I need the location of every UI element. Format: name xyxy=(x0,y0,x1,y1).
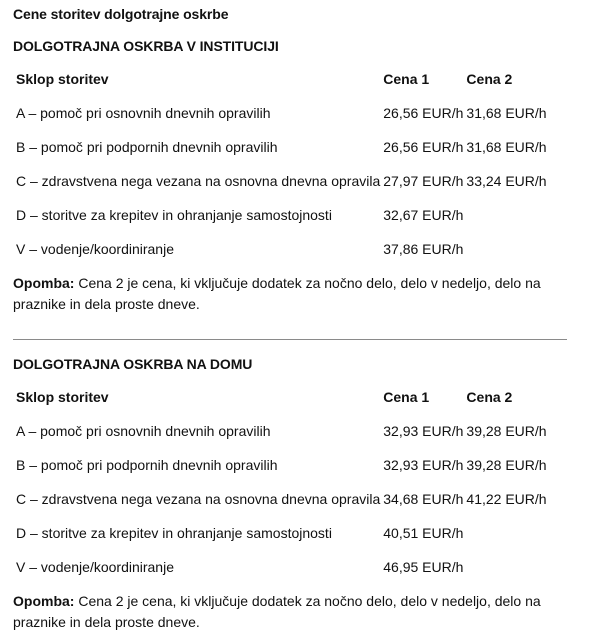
price-table-home xyxy=(13,380,563,584)
price-1-cell: 32,67 EUR/h xyxy=(383,207,464,223)
price-1-cell: 32,93 EUR/h xyxy=(383,423,464,439)
service-name: D – storitve za krepitev in ohranjanje samostojnosti xyxy=(16,525,332,541)
price-1-cell: 46,95 EUR/h xyxy=(383,559,464,575)
table-header-row xyxy=(13,380,563,414)
price-2-cell: 33,24 EUR/h xyxy=(466,173,547,189)
price-2-cell: 41,22 EUR/h xyxy=(466,491,547,507)
service-name: B – pomoč pri podpornih dnevnih opravilih xyxy=(16,457,278,473)
table-header-row xyxy=(13,62,563,96)
price-2-cell: 31,68 EUR/h xyxy=(466,105,547,121)
price-table-institution xyxy=(13,62,563,266)
table-row xyxy=(13,164,563,198)
note-text: Cena 2 je cena, ki vključuje dodatek za nočno delo, delo v nedeljo, delo na praznike in dela proste dneve. xyxy=(13,593,541,630)
service-name: A – pomoč pri osnovnih dnevnih opravilih xyxy=(16,423,271,439)
table-row xyxy=(13,516,563,550)
service-name: V – vodenje/koordiniranje xyxy=(16,559,174,575)
service-name: V – vodenje/koordiniranje xyxy=(16,241,174,257)
document-title: Cene storitev dolgotrajne oskrbe xyxy=(13,6,229,22)
price-1-cell: 40,51 EUR/h xyxy=(383,525,464,541)
service-name: C – zdravstvena nega vezana na osnovna dnevna opravila xyxy=(16,491,381,507)
column-header-service-group: Sklop storitev xyxy=(16,71,109,87)
table-row xyxy=(13,550,563,584)
column-header-price-1: Cena 1 xyxy=(383,71,430,87)
service-name: B – pomoč pri podpornih dnevnih opravilih xyxy=(16,139,278,155)
service-name: A – pomoč pri osnovnih dnevnih opravilih xyxy=(16,105,271,121)
price-1-cell: 34,68 EUR/h xyxy=(383,491,464,507)
service-name: D – storitve za krepitev in ohranjanje samostojnosti xyxy=(16,207,332,223)
price-2-cell: 39,28 EUR/h xyxy=(466,423,547,439)
price-1-cell: 26,56 EUR/h xyxy=(383,105,464,121)
table-row xyxy=(13,198,563,232)
section-heading-home: DOLGOTRAJNA OSKRBA NA DOMU xyxy=(13,356,253,372)
price-2-cell xyxy=(463,516,563,550)
section-heading-institution: DOLGOTRAJNA OSKRBA V INSTITUCIJI xyxy=(13,38,279,54)
table-row xyxy=(13,414,563,448)
service-name: C – zdravstvena nega vezana na osnovna dnevna opravila xyxy=(16,173,381,189)
note-text: Cena 2 je cena, ki vključuje dodatek za nočno delo, delo v nedeljo, delo na praznike in dela proste dneve. xyxy=(13,275,541,312)
price-1-cell: 37,86 EUR/h xyxy=(383,241,464,257)
note-home xyxy=(13,591,558,633)
price-2-cell xyxy=(463,198,563,232)
table-row xyxy=(13,130,563,164)
price-2-cell: 31,68 EUR/h xyxy=(466,139,547,155)
section-divider xyxy=(13,339,567,340)
note-label: Opomba: xyxy=(13,593,75,609)
price-1-cell: 32,93 EUR/h xyxy=(383,457,464,473)
price-2-cell: 39,28 EUR/h xyxy=(466,457,547,473)
note-institution xyxy=(13,273,558,315)
table-row xyxy=(13,232,563,266)
price-2-cell xyxy=(463,232,563,266)
price-1-cell: 26,56 EUR/h xyxy=(383,139,464,155)
column-header-price-1: Cena 1 xyxy=(383,389,430,405)
table-row xyxy=(13,448,563,482)
column-header-price-2: Cena 2 xyxy=(466,71,513,87)
column-header-price-2: Cena 2 xyxy=(466,389,513,405)
table-row xyxy=(13,482,563,516)
column-header-service-group: Sklop storitev xyxy=(16,389,109,405)
price-1-cell: 27,97 EUR/h xyxy=(383,173,464,189)
note-label: Opomba: xyxy=(13,275,75,291)
table-row xyxy=(13,96,563,130)
price-2-cell xyxy=(463,550,563,584)
